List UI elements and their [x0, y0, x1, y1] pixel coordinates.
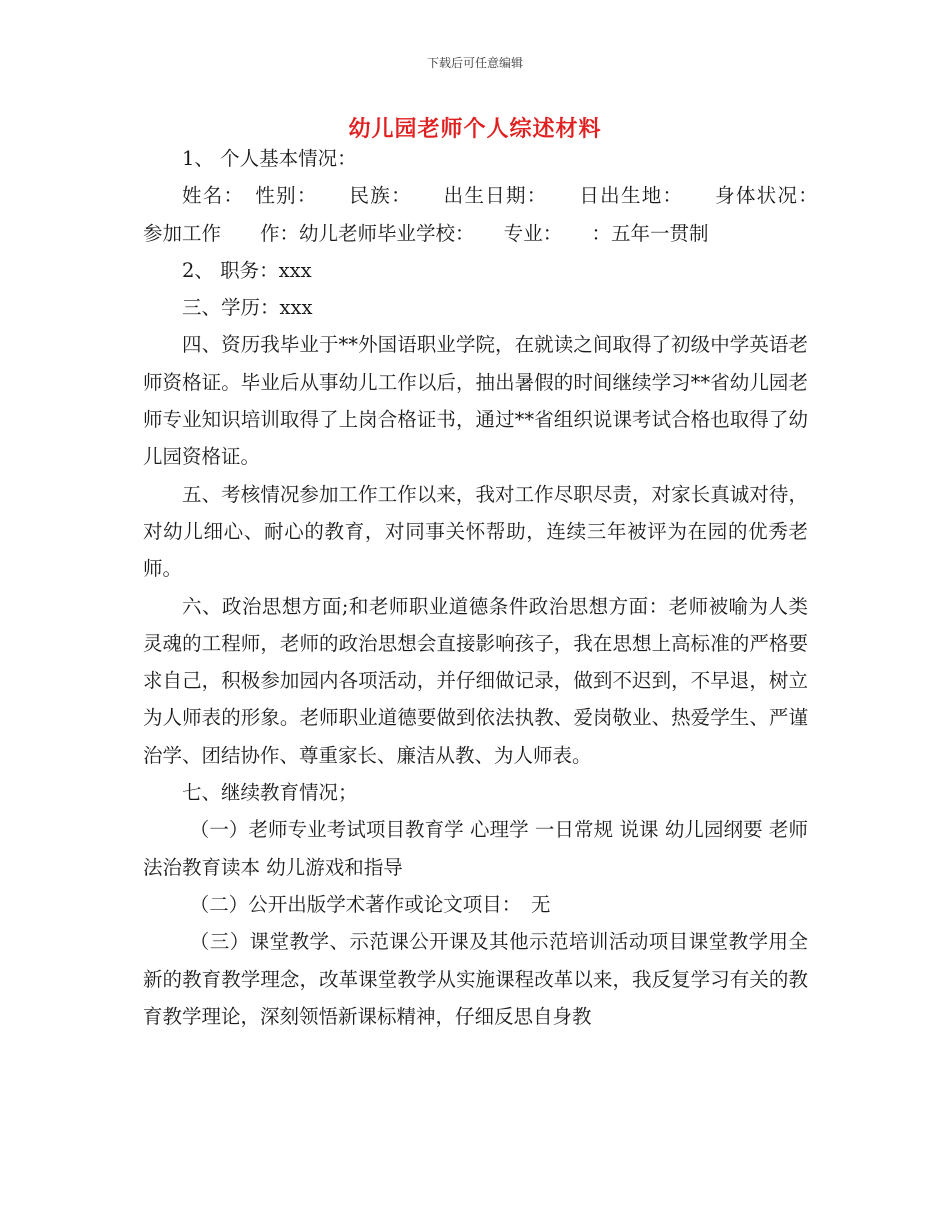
- paragraph-professional-exams: （一）老师专业考试项目教育学 心理学 一日常规 说课 幼儿园纲要 老师法治教育读本 幼儿游戏和指导: [143, 818, 808, 879]
- paragraph-position: 2、 职务：xxx: [182, 258, 312, 282]
- paragraph-political-ethics: 六、政治思想方面;和老师职业道德条件政治思想方面：老师被喻为人类灵魂的工程师，老师的政治思想会直接影响孩子，我在思想上高标准的严格要求自己，积极参加园内各项活动，并仔细做记录，做到不迟到，不早退，树立为人师表的形象。老师职业道德要做到依法执教、爱岗敬业、热爱学生、严谨治学、团结协作、尊重家长、廉洁从教、为人师表。: [143, 594, 808, 767]
- paragraph-classroom-teaching: （三）课堂教学、示范课公开课及其他示范培训活动项目课堂教学用全新的教育教学理念，改革课堂教学从实施课程改革以来，我反复学习有关的教育教学理论，深刻领悟新课标精神，仔细反思自身教: [143, 930, 808, 1028]
- paragraph-education: 三、学历：xxx: [182, 296, 313, 320]
- paragraph-basic-info-heading: 1、 个人基本情况：: [182, 147, 357, 170]
- paragraph-assessment: 五、考核情况参加工作工作以来，我对工作尽职尽责，对家长真诚对待，对幼儿细心、耐心的教育，对同事关怀帮助，连续三年被评为在园的优秀老师。: [143, 482, 808, 581]
- document-body: [143, 140, 848, 1035]
- header-note: 下载后可任意编辑: [426, 56, 523, 70]
- paragraph-continuing-education-heading: 七、继续教育情况；: [182, 781, 358, 805]
- paragraph-publications: （二）公开出版学术著作或论文项目： 无: [189, 892, 551, 916]
- document-title: 幼儿园老师个人综述材料: [348, 116, 602, 142]
- paragraph-qualifications: 四、资历我毕业于**外国语职业学院，在就读之间取得了初级中学英语老师资格证。毕业后从事幼儿工作以后，抽出暑假的时间继续学习**省幼儿园老师专业知识培训取得了上岗合格证书，通过**省组织说课考试合格也取得了幼儿园资格证。: [143, 333, 808, 469]
- paragraph-basic-info-fields: 姓名： 性别： 民族： 出生日期： 日出生地： 身体状况： 参加工作 作：幼儿老师毕业学校： 专业： ：五年一贯制: [143, 184, 848, 245]
